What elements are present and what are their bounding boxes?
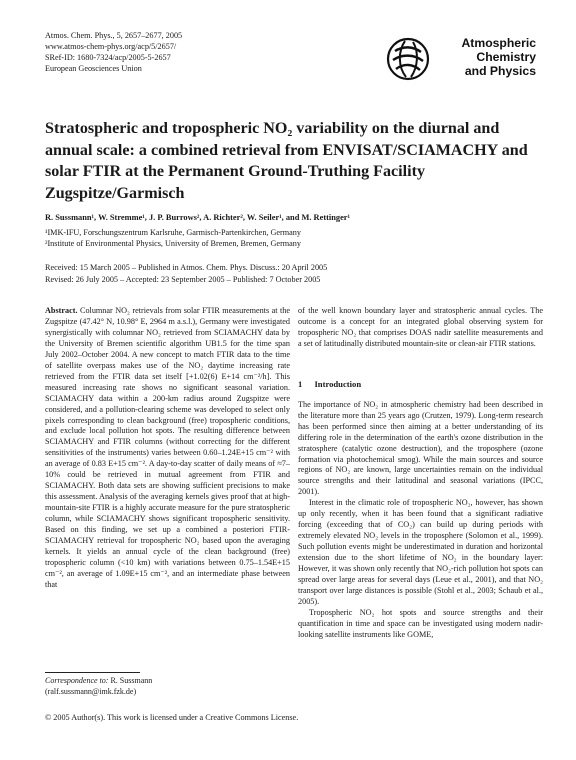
intro-paragraph: Interest in the climatic role of tropospheric NO₂, however, has shown up only recently, when it has been found that a significant radiative forcing (exceeding that of CO₂) can build up during periods with extremely elevated NO₂ levels in the troposphere (Solomon et al., 1999). Such pollution events might be underestimated in duration and horizontal extension due to the short lifetime of NO₂ in the boundary layer: However, it was shown only recently that NO₂-rich pollution hot spots can spread over large areas for several days (Leue et al., 2001), and that NO₂ transport over large distances is possible (Stohl et al., 2003; Schaub et al., 2005). [298, 498, 543, 606]
sref-id: SRef-ID: 1680-7324/acp/2005-5-2657 [45, 53, 171, 62]
section-number: 1 [298, 378, 303, 389]
right-column [298, 306, 543, 641]
author-list: R. Sussmann¹, W. Stremme¹, J. P. Burrows², A. Richter², W. Seiler¹, and M. Rettinger¹ [45, 213, 351, 222]
affiliations [45, 227, 301, 249]
correspondence-footnote [45, 675, 152, 697]
logo-line: and Physics [464, 64, 536, 79]
affiliation: ²Institute of Environmental Physics, University of Bremen, Bremen, Germany [45, 239, 301, 248]
publication-dates [45, 262, 327, 285]
section-heading [298, 379, 543, 390]
logo-line: Chemistry [476, 50, 536, 65]
footnote-divider [45, 672, 140, 673]
left-column [45, 306, 290, 591]
revised-line: Revised: 26 July 2005 – Accepted: 23 September 2005 – Published: 7 October 2005 [45, 274, 321, 284]
section-title: Introduction [314, 378, 362, 389]
intro-paragraph: The importance of NO₂ in atmospheric chemistry had been described in the literature more than 25 years ago (Crutzen, 1979). Long-term research has been performed since then aiming at a better understanding of its differing role in the determination of the earth's ozone distribution in the stratosphere (catalytic ozone destruction), and the troposphere (ozone formation via photochemical smog). While the main sources and source regions of NO₂ are known, large uncertainties remain on the individual source strengths and their latitudinal and seasonal variations (IPCC, 2001). [298, 399, 543, 497]
author-email[interactable]: (ralf.sussmann@imk.fzk.de) [45, 687, 137, 696]
abstract-text: Columnar NO₂ retrievals from solar FTIR measurements at the Zugspitze (47.42° N, 10.98° E, 2964 m a.s.l.), Germany were investigated synergistically with columnar NO₂ retrieved from SCIAMACHY data by the University of Bremen scientific algorithm UB1.5 for the time span July 2002–October 2004. A new concept to match FTIR data to the time of satellite overpass makes use of the NO₂ daytime increasing rate retrieved from the FTIR data set itself [+1.02(6) E+14 cm⁻²/h]. This measured increasing rate shows no significant seasonal variation. SCIAMACHY data within a 200-km radius around Zugspitze were considered, and a pollution-clearing scheme was developed to select only pixels corresponding to clean background (free) tropospheric conditions, and exclude local pollution hot spots. The resulting difference between SCIAMACHY and FTIR columns (without correcting for the different sensitivities of the instruments) varies between 0.60–1.24E+15 cm⁻² with an average of 0.83 E+15 cm⁻². A day-to-day scatter of daily means of ≈7–10% could be retrieved in mutual agreement from FTIR and SCIAMACHY. Both data sets are showing sufficient precisions to make this assessment. Analysis of the averaging kernels gives proof that at high-mountain-site FTIR is a highly accurate measure for the pure stratospheric column, while SCIAMACHY shows significant tropospheric sensitivity. Based on this finding, we set up a combined a posteriori FTIR-SCIAMACHY retrieval for tropospheric NO₂ based upon the averaging kernels. It yields an annual cycle of the clean background (free) tropospheric column (<10 km) with variations between 0.75–1.54E+15 cm⁻², an average of 1.09E+15 cm⁻², and an intermediate phase between that [45, 306, 290, 589]
logo-wordmark [436, 36, 536, 79]
corresponding-author: R. Sussmann [110, 676, 153, 685]
license-notice: © 2005 Author(s). This work is licensed under a Creative Commons License. [45, 713, 299, 722]
paper-title: Stratospheric and tropospheric NO₂ variability on the diurnal and annual scale: a combined retrieval from ENVISAT/SCIAMACHY and solar FTIR at the Permanent Ground-Truthing Facility Zugspitze/Garmisch [45, 120, 528, 202]
journal-url[interactable]: www.atmos-chem-phys.org/acp/5/2657/ [45, 42, 177, 51]
received-line: Received: 15 March 2005 – Published in Atmos. Chem. Phys. Discuss.: 20 April 2005 [45, 263, 328, 272]
intro-paragraph: Tropospheric NO₂ hot spots and source strengths and their quantification in time and space can be investigated using modern nadir-looking satellite instruments like GOME, [298, 607, 543, 639]
journal-logo [386, 36, 536, 82]
citation-line: Atmos. Chem. Phys., 5, 2657–2677, 2005 [45, 31, 183, 40]
egu-globe-icon [386, 37, 430, 81]
abstract-label: Abstract. [45, 306, 78, 315]
publisher: European Geosciences Union [45, 64, 142, 73]
affiliation: ¹IMK-IFU, Forschungszentrum Karlsruhe, Garmisch-Partenkirchen, Germany [45, 228, 301, 237]
journal-citation-block [45, 30, 182, 74]
abstract [45, 306, 290, 591]
logo-line: Atmospheric [461, 36, 536, 50]
abstract-continuation: of the well known boundary layer and stratospheric annual cycles. The outcome is a concept for an integrated global observing system for tropospheric NO₂ that comprises DOAS nadir satellite measurements and a set of latitudinally distributed mountain-site or clean-air FTIR stations. [298, 306, 543, 348]
footnote-label: Correspondence to: [45, 676, 109, 685]
